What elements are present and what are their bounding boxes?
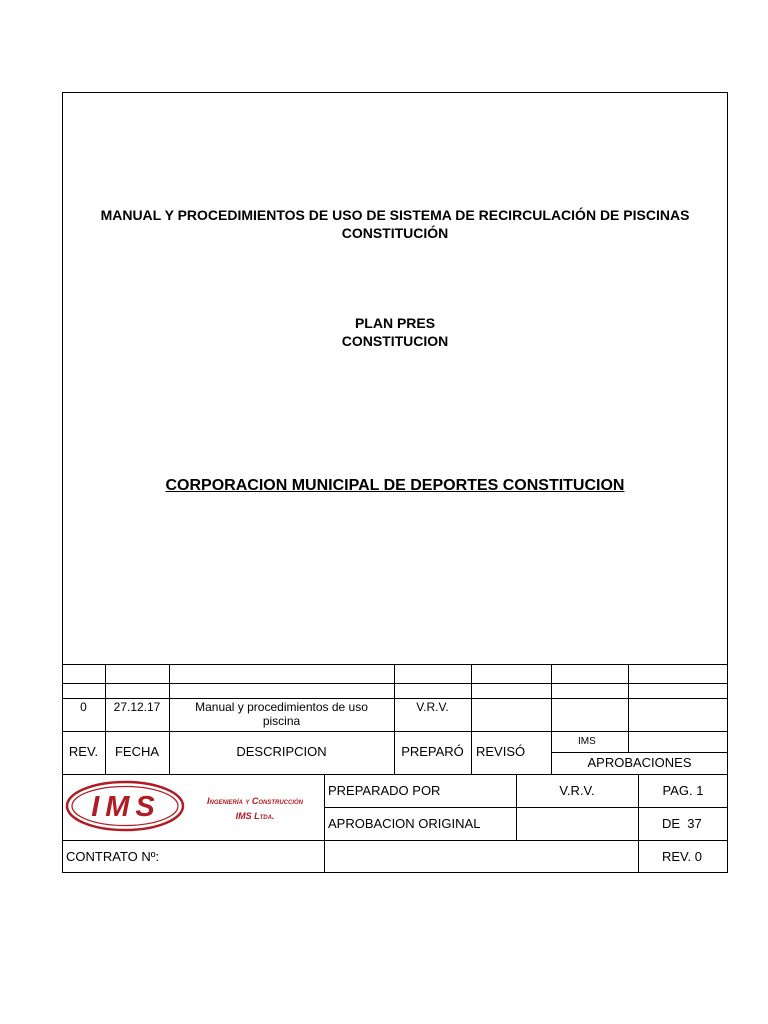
row-date: 27.12.17 bbox=[113, 700, 161, 714]
company-line-2: IMS Ltda. bbox=[235, 811, 275, 821]
footer-line bbox=[324, 807, 728, 808]
corporation-name: CORPORACION MUNICIPAL DE DEPORTES CONSTITUCION bbox=[165, 477, 625, 494]
row-prepared: V.R.V. bbox=[416, 700, 449, 714]
company-name bbox=[185, 794, 325, 824]
prepared-by-value: V.R.V. bbox=[559, 783, 595, 798]
row-description bbox=[169, 700, 394, 728]
title-line-2: CONSTITUCIÓN bbox=[341, 225, 449, 241]
plan-line-1: PLAN PRES bbox=[354, 315, 436, 331]
header-description: DESCRIPCION bbox=[236, 744, 327, 759]
table-line bbox=[471, 664, 472, 774]
header-rev: REV. bbox=[68, 744, 99, 759]
table-line bbox=[62, 774, 728, 775]
header-date: FECHA bbox=[114, 744, 160, 759]
header-ims: IMS bbox=[578, 736, 596, 747]
ims-logo bbox=[65, 780, 185, 832]
table-line bbox=[628, 664, 629, 752]
page-number: PAG. 1 bbox=[662, 783, 704, 798]
row-description-line-1: Manual y procedimientos de uso bbox=[195, 700, 368, 714]
header-approvals: APROBACIONES bbox=[587, 755, 692, 770]
footer-revision: REV. 0 bbox=[662, 849, 702, 864]
original-approval-label: APROBACION ORIGINAL bbox=[328, 816, 481, 831]
header-reviewed: REVISÓ bbox=[476, 744, 526, 759]
plan-title bbox=[62, 314, 728, 350]
row-description-line-2: piscina bbox=[262, 714, 301, 728]
logo-text: IMS bbox=[91, 791, 161, 823]
page-total: DE 37 bbox=[662, 816, 702, 831]
header-prepared: PREPARÓ bbox=[401, 744, 464, 759]
title-line-1: MANUAL Y PROCEDIMIENTOS DE USO DE SISTEMA DE RECIRCULACIÓN DE PISCINAS bbox=[100, 207, 690, 223]
prepared-by-label: PREPARADO POR bbox=[328, 783, 441, 798]
contract-label: CONTRATO Nº: bbox=[66, 849, 160, 864]
document-title bbox=[62, 206, 728, 242]
plan-line-2: CONSTITUCION bbox=[341, 333, 449, 349]
table-line bbox=[551, 752, 728, 753]
row-rev: 0 bbox=[80, 700, 87, 714]
footer-line bbox=[62, 840, 728, 841]
company-line-1: Ingeniería y Construcción bbox=[206, 796, 303, 806]
